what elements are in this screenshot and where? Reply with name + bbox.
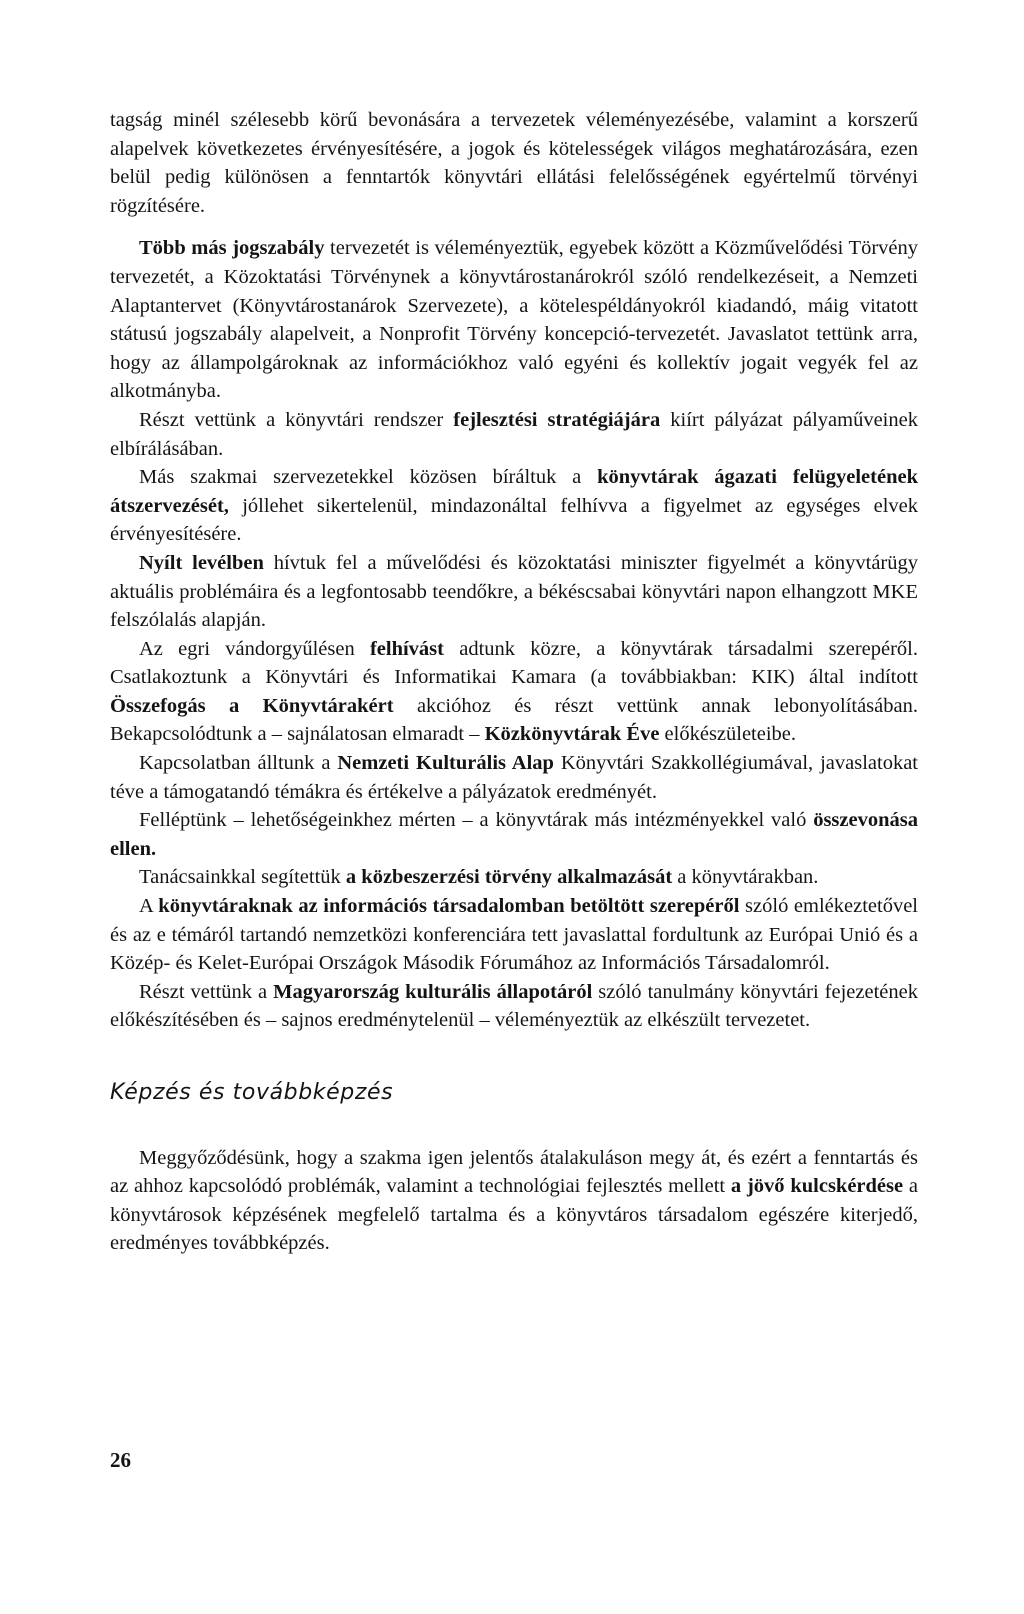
text-run: a könyvtárakban. [672, 866, 819, 889]
text-run: kiírt pályázat pályaműveinek elbírálásában. [110, 408, 918, 460]
text-run: Más szakmai szervezetekkel közösen bíráltuk a [139, 466, 598, 489]
section-heading: Képzés és továbbképzés [110, 1080, 394, 1105]
text-run: Tanácsainkkal segítettük [139, 866, 346, 889]
paragraph [110, 892, 918, 978]
text-run: Kapcsolatban álltunk a [139, 752, 338, 775]
paragraph [110, 978, 918, 1035]
bold-phrase: Nemzeti Kulturális Alap [337, 752, 554, 775]
paragraph [110, 463, 918, 549]
text-run: hívtuk fel a művelődési és közoktatási miniszter figyelmét a könyvtárügy aktuális problémáira és a legfontosabb teendőkre, a békéscsabai könyvtári napon elhangzott MKE felszólalás alapján. [110, 551, 919, 632]
bold-phrase: Közkönyvtárak Éve [484, 723, 660, 746]
text-run: Meggyőződésünk, hogy a szakma igen jelentős átalakuláson megy át, és ezért a fenntartás és az ahhoz kapcsolódó problémák, valamint a technológiai fejlesztés mellett [110, 1146, 918, 1198]
paragraph [110, 234, 918, 406]
text-run: Az egri vándorgyűlésen [139, 637, 370, 660]
bold-phrase: Magyarország kulturális állapotáról [273, 980, 593, 1003]
bold-phrase: Nyílt levélben [139, 551, 264, 574]
text-run: Részt vettünk a könyvtári rendszer [139, 408, 454, 431]
body-text [110, 106, 918, 1258]
paragraph [110, 806, 918, 863]
text-run: jóllehet sikertelenül, mindazonáltal felhívva a figyelmet az egységes elvek érvényesítésére. [110, 494, 918, 546]
bold-phrase: Több más jogszabály [139, 237, 325, 260]
text-run: előkészületeibe. [659, 723, 797, 746]
text-run: Felléptünk – lehetőségeinkhez mérten – a könyvtárak más intézményekkel való [139, 809, 814, 832]
text-run: Könyvtári Szakkollégiumával, javaslatokat téve a támogatandó témákra és értékelve a pályázatok eredményét. [110, 752, 918, 803]
bold-phrase: összevonása ellen. [110, 809, 918, 860]
text-run: A [139, 895, 159, 918]
bold-phrase: fejlesztési stratégiájára [453, 408, 661, 431]
paragraph [110, 106, 918, 220]
paragraph [110, 549, 918, 635]
text-run: adtunk közre, a könyvtárak társadalmi szerepéről. Csatlakoztunk a Könyvtári és Informatikai Kamara (a továbbiakban: KIK) által indított [110, 637, 919, 689]
paragraph [110, 406, 918, 463]
text-run: a könyvtárosok képzésének megfelelő tartalma és a könyvtáros társadalom egészére kiterjedő, eredményes továbbképzés. [110, 1175, 918, 1255]
text-run: akcióhoz és részt vettünk annak lebonyolításában. Bekapcsolódtunk a – sajnálatosan elmaradt – [110, 694, 918, 746]
bold-phrase: felhívást [369, 637, 444, 660]
bold-phrase: a közbeszerzési törvény alkalmazását [345, 866, 673, 889]
text-run: tagság minél szélesebb körű bevonására a tervezetek véleményezésébe, valamint a korszerű alapelvek következetes érvényesítésére, a jogok és kötelességek világos meghatározására, ezen belül pedig különösen a fenntartók könyvtári ellátási felelősségének egyértelmű törvényi rögzítésére. [110, 109, 918, 217]
text-run: szóló tanulmány könyvtári fejezetének előkészítésében és – sajnos eredménytelenül – véleményeztük az elkészült tervezetet. [110, 980, 918, 1032]
bold-phrase: a jövő kulcskérdése [730, 1175, 904, 1198]
paragraph [110, 635, 918, 749]
text-run: tervezetét is véleményeztük, egyebek között a Közművelődési Törvény tervezetét, a Közoktatási Törvénynek a könyvtárostanárokról szóló rendelkezéseit, a Nemzeti Alaptantervet (Könyvtárostanárok Szervezete), a kötelespéldányokról kiadandó, máig vitatott státusú jogszabály alapelveit, a Nonprofit Törvény koncepció-tervezetét. Javaslatot tettünk arra, hogy az állampolgároknak az információkhoz való egyéni és kollektív jogait vegyék fel az alkotmányba. [110, 237, 919, 403]
paragraph [110, 749, 918, 806]
paragraph [110, 1144, 918, 1258]
text-run: Részt vettünk a [139, 980, 274, 1003]
bold-phrase: könyvtáraknak az információs társadalomban betöltött szerepéről [158, 895, 740, 918]
paragraph [110, 863, 918, 892]
bold-phrase: könyvtárak ágazati felügyeletének átszervezését, [110, 466, 918, 517]
bold-phrase: Összefogás a Könyvtárakért [110, 694, 394, 717]
text-run: szóló emlékeztetővel és az e témáról tartandó nemzetközi konferenciára tett javaslattal fordultunk az Európai Unió és a Közép- és Kelet-Európai Országok Második Fórumához az Információs Társadalomról. [110, 895, 918, 975]
page-number: 26 [110, 1448, 131, 1472]
